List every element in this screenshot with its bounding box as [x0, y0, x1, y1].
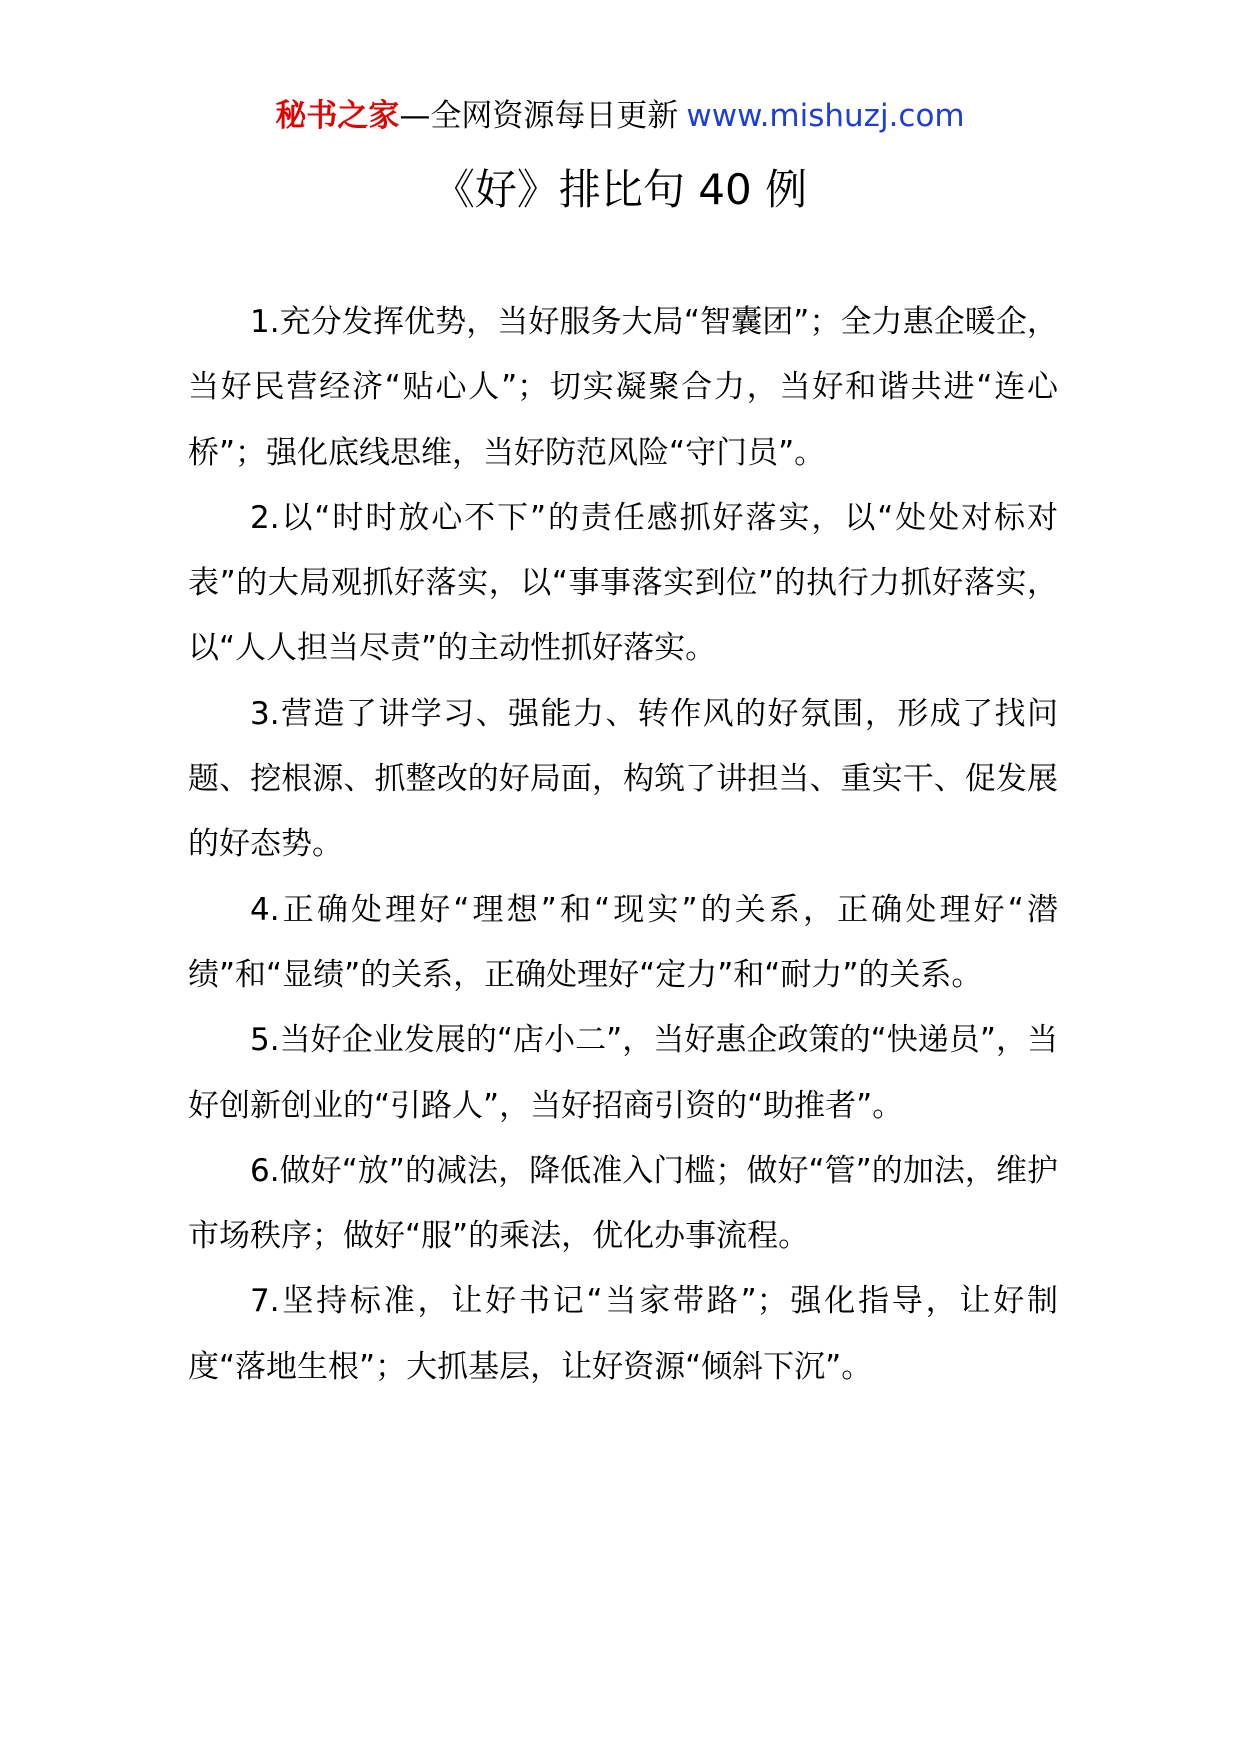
- paragraph-1: 1.充分发挥优势，当好服务大局“智囊团”；全力惠企暖企，当好民营经济“贴心人”；切实凝聚合力，当好和谐共进“连心桥”；强化底线思维，当好防范风险“守门员”。: [188, 304, 1058, 471]
- paragraph-3: 3.营造了讲学习、强能力、转作风的好氛围，形成了找问题、挖根源、抓整改的好局面，构筑了讲担当、重实干、促发展的好态势。: [188, 695, 1058, 863]
- paragraph-7: 7.坚持标准，让好书记“当家带路”；强化指导，让好制度“落地生根”；大抓基层，让好资源“倾斜下沉”。: [188, 1283, 1058, 1385]
- brand-name: 秘书之家: [275, 98, 400, 134]
- document-title: 《好》排比句 40 例: [432, 165, 808, 214]
- header-slogan: —全网资源每日更新: [399, 98, 679, 134]
- site-header: [0, 96, 1240, 136]
- paragraph-2: 2.以“时时放心不下”的责任感抓好落实，以“处处对标对表”的大局观抓好落实，以“事事落实到位”的执行力抓好落实，以“人人担当尽责”的主动性抓好落实。: [188, 499, 1058, 667]
- paragraph-4: 4.正确处理好“理想”和“现实”的关系，正确处理好“潜绩”和“显绩”的关系，正确处理好“定力”和“耐力”的关系。: [188, 891, 1058, 993]
- site-url-link[interactable]: www.mishuzj.com: [686, 98, 965, 134]
- document-body: [188, 290, 1058, 1400]
- paragraph-6: 6.做好“放”的减法，降低准入门槛；做好“管”的加法，维护市场秩序；做好“服”的乘法，优化办事流程。: [188, 1152, 1058, 1255]
- paragraph-5: 5.当好企业发展的“店小二”，当好惠企政策的“快递员”，当好创新创业的“引路人”，当好招商引资的“助推者”。: [188, 1022, 1058, 1124]
